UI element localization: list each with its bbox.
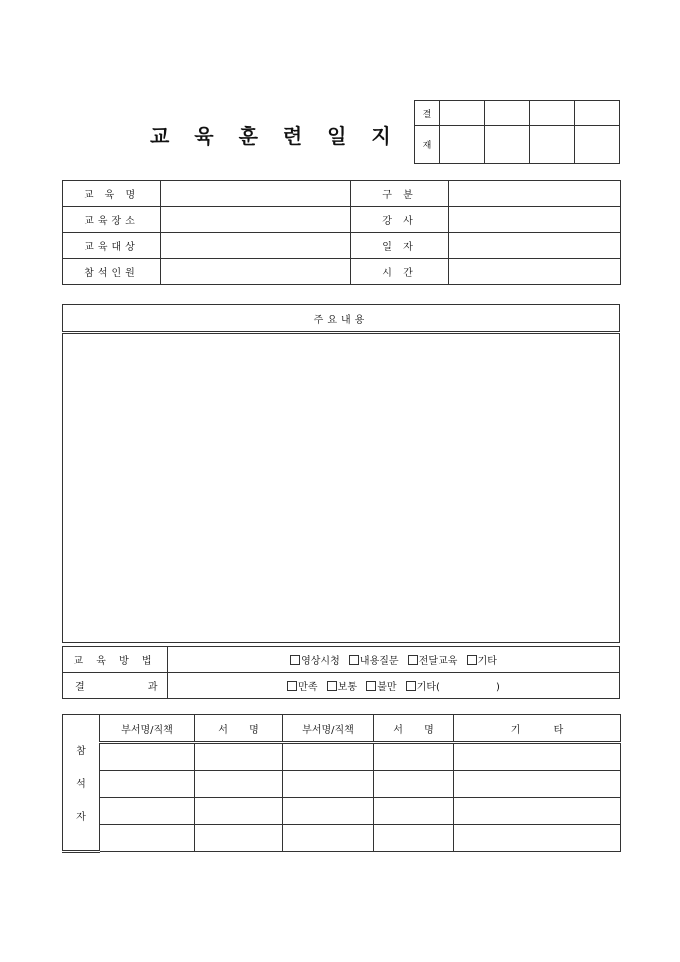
result-option[interactable]: 불만: [366, 678, 396, 693]
table-row: [63, 798, 621, 825]
approval-cell[interactable]: [575, 101, 620, 126]
attendees-header-dept: 부서명/직책: [283, 715, 374, 743]
checkbox-icon: [290, 655, 300, 665]
info-label-category: 구 분: [351, 181, 449, 207]
result-options: [168, 673, 620, 699]
approval-sign-cell[interactable]: [485, 126, 530, 164]
attendees-header-sign: 서 명: [374, 715, 454, 743]
result-option[interactable]: 만족: [287, 678, 317, 693]
attendees-header-sign: 서 명: [195, 715, 283, 743]
approval-sign-cell[interactable]: [575, 126, 620, 164]
info-value-date[interactable]: [449, 233, 621, 259]
info-label-attendance: 참석인원: [63, 259, 161, 285]
approval-box: [414, 100, 620, 164]
attendees-side-label: 참 석 자: [63, 715, 100, 852]
table-row: [63, 743, 621, 771]
attendees-table: [62, 714, 621, 853]
method-option[interactable]: 전달교육: [408, 652, 458, 667]
checkbox-icon: [406, 681, 416, 691]
approval-label-top: 결: [415, 101, 440, 126]
info-label-date: 일 자: [351, 233, 449, 259]
info-label-course: 교 육 명: [63, 181, 161, 207]
table-row: [63, 825, 621, 852]
info-table: [62, 180, 621, 285]
checkbox-icon: [366, 681, 376, 691]
method-result-table: [62, 646, 620, 699]
info-label-instructor: 강 사: [351, 207, 449, 233]
method-option[interactable]: 영상시청: [290, 652, 340, 667]
method-label: 교 육 방 법: [63, 647, 168, 673]
attendees-header-note: 기 타: [454, 715, 621, 743]
info-value-attendance[interactable]: [161, 259, 351, 285]
info-value-place[interactable]: [161, 207, 351, 233]
attendees-header-dept: 부서명/직책: [100, 715, 195, 743]
info-label-target: 교육대상: [63, 233, 161, 259]
checkbox-icon: [408, 655, 418, 665]
result-option-other[interactable]: 기타( ): [406, 678, 500, 693]
approval-label-bottom: 재: [415, 126, 440, 164]
info-value-instructor[interactable]: [449, 207, 621, 233]
info-label-time: 시 간: [351, 259, 449, 285]
checkbox-icon: [287, 681, 297, 691]
method-option[interactable]: 내용질문: [349, 652, 399, 667]
approval-cell[interactable]: [530, 101, 575, 126]
info-label-place: 교육장소: [63, 207, 161, 233]
info-value-time[interactable]: [449, 259, 621, 285]
result-option[interactable]: 보통: [327, 678, 357, 693]
checkbox-icon: [467, 655, 477, 665]
approval-cell[interactable]: [440, 101, 485, 126]
content-header: 주요내용: [63, 305, 620, 333]
approval-sign-cell[interactable]: [530, 126, 575, 164]
info-value-course[interactable]: [161, 181, 351, 207]
approval-sign-cell[interactable]: [440, 126, 485, 164]
content-table: [62, 304, 620, 643]
checkbox-icon: [349, 655, 359, 665]
table-row: [63, 771, 621, 798]
info-value-category[interactable]: [449, 181, 621, 207]
page-title: 교 육 훈 련 일 지: [150, 124, 400, 148]
approval-cell[interactable]: [485, 101, 530, 126]
content-body[interactable]: [63, 333, 620, 643]
method-option[interactable]: 기타: [467, 652, 497, 667]
info-value-target[interactable]: [161, 233, 351, 259]
checkbox-icon: [327, 681, 337, 691]
method-options: [168, 647, 620, 673]
result-label: 결 과: [63, 673, 168, 699]
